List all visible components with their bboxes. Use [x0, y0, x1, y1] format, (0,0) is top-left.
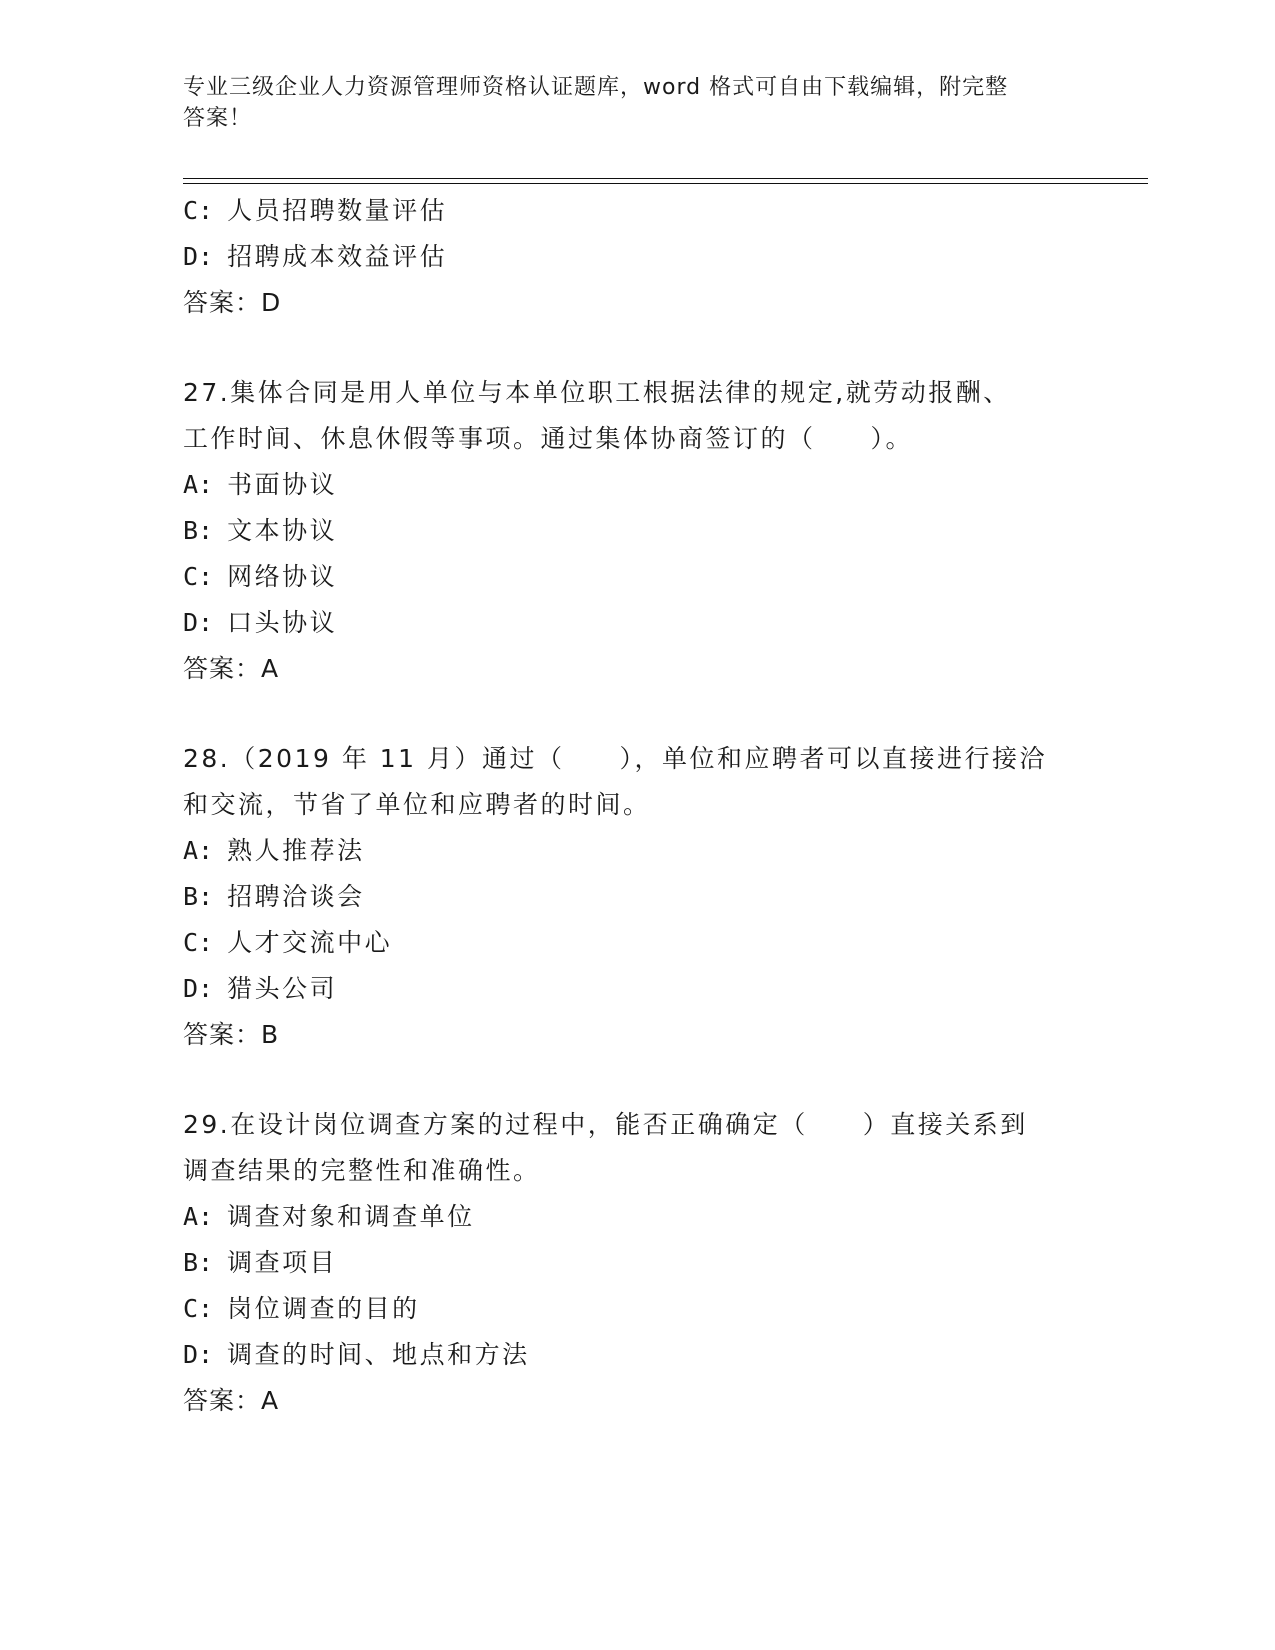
- question-stem-line-2: 调查结果的完整性和准确性。: [183, 1156, 541, 1185]
- header-rule-top: [183, 178, 1148, 179]
- header-line-2: 答案！: [183, 106, 253, 131]
- option-c: [183, 188, 1123, 234]
- question-stem-line-2: 和交流，节省了单位和应聘者的时间。: [183, 790, 651, 819]
- option-letter: C:: [183, 928, 214, 957]
- option-letter: C:: [183, 1294, 214, 1323]
- option-text: 调查项目: [227, 1248, 338, 1277]
- option-letter: D:: [183, 1340, 214, 1369]
- option-c: [183, 920, 1123, 966]
- option-letter: A:: [183, 836, 214, 865]
- answer-line: 答案：D: [183, 288, 282, 317]
- option-c: [183, 554, 1123, 600]
- option-letter: B:: [183, 1248, 214, 1277]
- option-text: 招聘洽谈会: [227, 882, 365, 911]
- option-text: 文本协议: [227, 516, 338, 545]
- option-d: [183, 966, 1123, 1012]
- option-text: 调查对象和调查单位: [227, 1202, 475, 1231]
- question-29: [183, 1102, 1123, 1424]
- option-letter: D:: [183, 242, 214, 271]
- option-text: 招聘成本效益评估: [227, 242, 448, 271]
- option-a: [183, 828, 1123, 874]
- question-stem-line-1: 28.（2019 年 11 月）通过（ ），单位和应聘者可以直接进行接洽: [183, 744, 1048, 773]
- option-letter: D:: [183, 608, 214, 637]
- option-a: [183, 462, 1123, 508]
- answer-line: 答案：A: [183, 654, 280, 683]
- option-b: [183, 1240, 1123, 1286]
- option-d: [183, 600, 1123, 646]
- question-28: [183, 736, 1123, 1058]
- option-text: 人才交流中心: [227, 928, 393, 957]
- question-stem-line-2: 工作时间、休息休假等事项。通过集体协商签订的（ ）。: [183, 424, 914, 453]
- option-letter: C:: [183, 196, 214, 225]
- header-line-1: 专业三级企业人力资源管理师资格认证题库，word 格式可自由下载编辑，附完整: [183, 75, 1009, 100]
- option-d: [183, 234, 1123, 280]
- answer-line: 答案：B: [183, 1020, 280, 1049]
- option-a: [183, 1194, 1123, 1240]
- option-b: [183, 508, 1123, 554]
- header-rule-bottom: [183, 183, 1148, 184]
- answer-line: 答案：A: [183, 1386, 280, 1415]
- option-text: 调查的时间、地点和方法: [227, 1340, 530, 1369]
- option-text: 网络协议: [227, 562, 338, 591]
- option-c: [183, 1286, 1123, 1332]
- option-d: [183, 1332, 1123, 1378]
- option-text: 人员招聘数量评估: [227, 196, 448, 225]
- option-letter: B:: [183, 516, 214, 545]
- option-text: 口头协议: [227, 608, 338, 637]
- option-b: [183, 874, 1123, 920]
- option-text: 熟人推荐法: [227, 836, 365, 865]
- question-27: [183, 370, 1123, 692]
- option-letter: A:: [183, 470, 214, 499]
- option-letter: C:: [183, 562, 214, 591]
- question-stem-line-1: 29.在设计岗位调查方案的过程中，能否正确确定（ ）直接关系到: [183, 1110, 1028, 1139]
- option-letter: B:: [183, 882, 214, 911]
- option-letter: D:: [183, 974, 214, 1003]
- question-stem-line-1: 27.集体合同是用人单位与本单位职工根据法律的规定,就劳动报酬、: [183, 378, 1011, 407]
- question-content: [183, 188, 1123, 1424]
- option-letter: A:: [183, 1202, 214, 1231]
- prev-question: [183, 188, 1123, 326]
- option-text: 猎头公司: [227, 974, 338, 1003]
- option-text: 岗位调查的目的: [227, 1294, 420, 1323]
- option-text: 书面协议: [227, 470, 338, 499]
- page-header: [183, 72, 1063, 134]
